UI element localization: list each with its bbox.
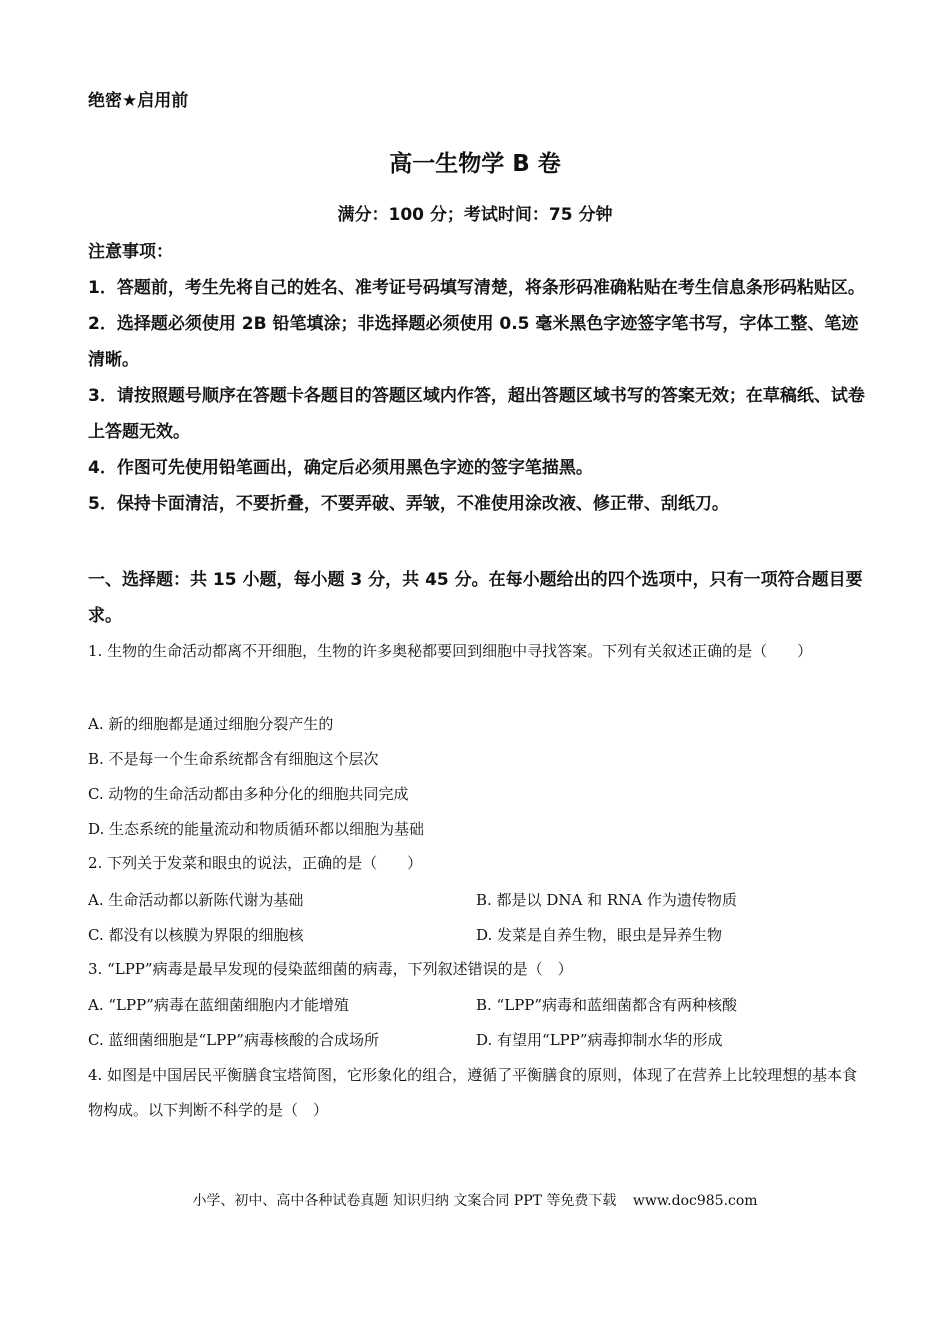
option-b: B. 不是每一个生命系统都含有细胞这个层次 (88, 750, 379, 768)
page-footer (0, 1190, 950, 1210)
option-d: D. 生态系统的能量流动和物质循环都以细胞为基础 (88, 820, 425, 838)
note-item: 1．答题前，考生先将自己的姓名、准考证号码填写清楚，将条形码准确粘贴在考生信息条形码粘贴区。 (88, 278, 865, 298)
option-a: A. 新的细胞都是通过细胞分裂产生的 (88, 715, 334, 733)
option-c: C. 动物的生命活动都由多种分化的细胞共同完成 (88, 785, 409, 803)
question-stem: 1. 生物的生命活动都离不开细胞，生物的许多奥秘都要回到细胞中寻找答案。下列有关叙述正确的是（ ） (88, 642, 813, 660)
option-a: A. “LPP”病毒在蓝细菌细胞内才能增殖 (88, 996, 349, 1014)
question-stem: 2. 下列关于发菜和眼虫的说法，正确的是（ ） (88, 854, 423, 872)
option-c: C. 蓝细菌细胞是“LPP”病毒核酸的合成场所 (88, 1031, 379, 1049)
section-heading: 一、选择题：共 15 小题，每小题 3 分，共 45 分。在每小题给出的四个选项中，只有一项符合题目要求。 (88, 570, 863, 626)
question-stem: 3. “LPP”病毒是最早发现的侵染蓝细菌的病毒，下列叙述错误的是（ ） (88, 960, 573, 978)
note-item: 3．请按照题号顺序在答题卡各题目的答题区域内作答，超出答题区域书写的答案无效；在草稿纸、试卷上答题无效。 (88, 386, 865, 442)
note-item: 5．保持卡面清洁，不要折叠，不要弄破、弄皱，不准使用涂改液、修正带、刮纸刀。 (88, 494, 729, 514)
option-d: D. 有望用“LPP”病毒抑制水华的形成 (476, 1031, 723, 1049)
notes-heading: 注意事项： (88, 242, 173, 262)
notes-block (88, 234, 868, 522)
option-b: B. 都是以 DNA 和 RNA 作为遗传物质 (476, 891, 737, 909)
exam-info: 满分：100 分；考试时间：75 分钟 (337, 205, 613, 225)
note-item: 2．选择题必须使用 2B 铅笔填涂；非选择题必须使用 0.5 毫米黑色字迹签字笔书写，字体工整、笔迹清晰。 (88, 314, 859, 370)
footer-url[interactable]: www.doc985.com (632, 1193, 758, 1209)
question-stem: 4. 如图是中国居民平衡膳食宝塔简图，它形象化的组合，遵循了平衡膳食的原则，体现了在营养上比较理想的基本食物构成。以下判断不科学的是（ ） (88, 1066, 858, 1119)
option-b: B. “LPP”病毒和蓝细菌都含有两种核酸 (476, 996, 738, 1014)
secret-label: 绝密★启用前 (88, 91, 189, 111)
note-item: 4．作图可先使用铅笔画出，确定后必须用黑色字迹的签字笔描黑。 (88, 458, 593, 478)
footer-text: 小学、初中、高中各种试卷真题 知识归纳 文案合同 PPT 等免费下载 (192, 1193, 617, 1209)
option-a: A. 生命活动都以新陈代谢为基础 (88, 891, 304, 909)
option-d: D. 发菜是自养生物，眼虫是异养生物 (476, 926, 723, 944)
option-c: C. 都没有以核膜为界限的细胞核 (88, 926, 304, 944)
page-title: 高一生物学 B 卷 (389, 151, 561, 177)
